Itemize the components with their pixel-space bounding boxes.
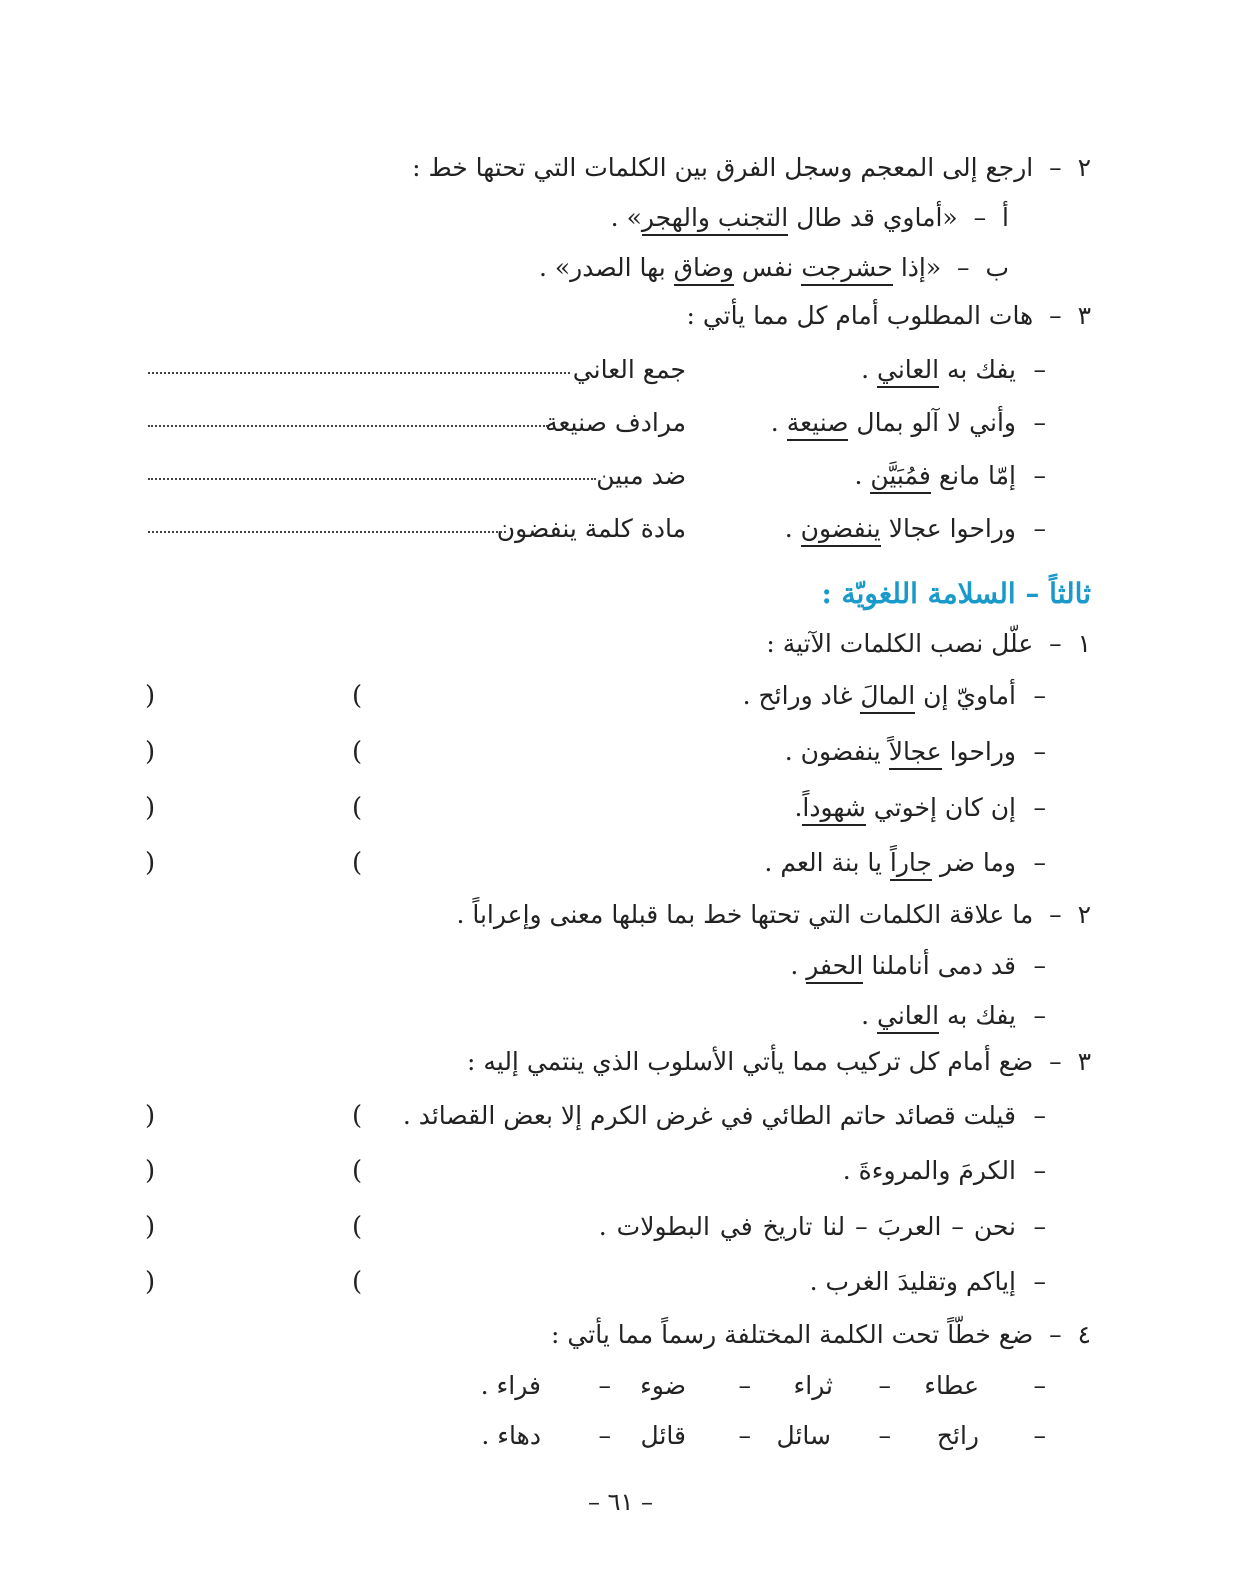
q3-task-1: جمع العاني — [572, 355, 686, 384]
list-dash: – — [1033, 681, 1046, 710]
close-paren: ( — [145, 1101, 156, 1131]
list-dash: – — [1033, 951, 1046, 980]
open-paren: ) — [352, 1101, 363, 1131]
close-paren: ( — [145, 848, 156, 878]
list-dash: – — [1033, 1421, 1046, 1450]
underlined-word: جاراً — [890, 848, 932, 881]
underlined-word: فمُبَيَّن — [870, 461, 931, 494]
s3-q1-number: ١ – علّل نصب الكلمات الآتية : — [766, 629, 1091, 658]
q2-item-b: ب – «إذا حشرجت نفس وضاق بها الصدر» . — [539, 250, 1009, 286]
section-heading: ثالثاً – السلامة اللغويّة : — [821, 577, 1091, 610]
list-dash: – — [1033, 737, 1046, 766]
close-paren: ( — [145, 1212, 156, 1242]
underlined-word: العاني — [877, 1001, 939, 1034]
open-paren: ) — [352, 1212, 363, 1242]
underlined-word: شهوداً — [802, 793, 865, 826]
word-separator: – — [738, 1421, 751, 1450]
open-paren: ) — [352, 1156, 363, 1186]
answer-line[interactable] — [148, 372, 570, 374]
s3-q2-prompt: ما علاقة الكلمات التي تحتها خط بما قبلها معنى وإعراباً . — [456, 900, 1034, 929]
page-number: – ٦١ – — [587, 1488, 654, 1516]
underlined-word: الحفر — [806, 951, 863, 984]
underlined-word: عجالاً — [889, 737, 942, 770]
q3-number: ٣ – هات المطلوب أمام كل مما يأتي : — [686, 301, 1091, 330]
word-option[interactable]: فراء . — [480, 1371, 541, 1400]
underlined-word: المالَ — [860, 681, 915, 714]
s3-q3-item-3: نحن – العربَ – لنا تاريخ في البطولات . — [598, 1212, 1016, 1241]
close-paren: ( — [145, 681, 156, 711]
q3-prompt: هات المطلوب أمام كل مما يأتي : — [686, 301, 1034, 330]
list-dash: – — [1033, 1371, 1046, 1400]
list-dash: – — [1033, 1267, 1046, 1296]
close-paren: ( — [145, 1156, 156, 1186]
list-dash: – — [1033, 1212, 1046, 1241]
s3-q3-prompt: ضع أمام كل تركيب مما يأتي الأسلوب الذي ينتمي إليه : — [467, 1047, 1034, 1076]
word-option[interactable]: سائل — [776, 1421, 831, 1450]
s3-q3-number: ٣ – ضع أمام كل تركيب مما يأتي الأسلوب الذي ينتمي إليه : — [467, 1047, 1091, 1076]
close-paren: ( — [145, 737, 156, 767]
q3-task-4: مادة كلمة ينفضون — [496, 514, 686, 543]
q3-item-2: وأني لا آلو بمال صنيعة . — [771, 405, 1016, 441]
s3-q2-item-2: يفك به العاني . — [861, 998, 1016, 1034]
list-dash: – — [1033, 461, 1046, 490]
s3-q3-item-4: إياكم وتقليدَ الغرب . — [809, 1267, 1016, 1296]
list-dash: – — [1033, 848, 1046, 877]
list-dash: – — [1033, 1001, 1046, 1030]
underlined-word: التجنب والهجر — [642, 203, 788, 236]
s3-q1-prompt: علّل نصب الكلمات الآتية : — [766, 629, 1034, 658]
open-paren: ) — [352, 848, 363, 878]
s3-q1-item-2: وراحوا عجالاً ينفضون . — [785, 734, 1016, 770]
word-option[interactable]: ضوء — [640, 1371, 686, 1400]
q3-task-2: مرادف صنيعة — [545, 408, 686, 437]
word-separator: – — [878, 1371, 891, 1400]
q3-item-1: يفك به العاني . — [861, 352, 1016, 388]
open-paren: ) — [352, 737, 363, 767]
list-dash: – — [1033, 1101, 1046, 1130]
underlined-word: حشرجت — [801, 253, 893, 286]
list-dash: – — [1033, 355, 1046, 384]
q2-item-a: أ – «أماوي قد طال التجنب والهجر» . — [611, 200, 1009, 236]
s3-q3-item-2: الكرمَ والمروءةَ . — [842, 1156, 1016, 1185]
q2-number: ٢ – ارجع إلى المعجم وسجل الفرق بين الكلمات التي تحتها خط : — [412, 153, 1091, 182]
answer-line[interactable] — [148, 425, 548, 427]
close-paren: ( — [145, 793, 156, 823]
q2-prompt: ارجع إلى المعجم وسجل الفرق بين الكلمات التي تحتها خط : — [412, 153, 1034, 182]
s3-q3-item-1: قيلت قصائد حاتم الطائي في غرض الكرم إلا بعض القصائد . — [402, 1101, 1016, 1130]
s3-q2-number: ٢ – ما علاقة الكلمات التي تحتها خط بما قبلها معنى وإعراباً . — [456, 900, 1091, 929]
underlined-word: العاني — [877, 355, 939, 388]
word-separator: – — [738, 1371, 751, 1400]
list-dash: – — [1033, 514, 1046, 543]
word-option[interactable]: عطاء — [924, 1371, 979, 1400]
answer-line[interactable] — [148, 531, 506, 533]
open-paren: ) — [352, 1267, 363, 1297]
list-dash: – — [1033, 793, 1046, 822]
s3-q2-item-1: قد دمى أناملنا الحفر . — [790, 948, 1016, 984]
underlined-word: صنيعة — [787, 408, 849, 441]
s3-q1-item-1: أماويّ إن المالَ غاد ورائح . — [743, 678, 1016, 714]
s3-q1-item-4: وما ضر جاراً يا بنة العم . — [764, 845, 1016, 881]
underlined-word: ينفضون — [801, 514, 881, 547]
q3-item-3: إمّا مانع فمُبَيَّن . — [854, 458, 1016, 494]
list-dash: – — [1033, 1156, 1046, 1185]
word-option[interactable]: قائل — [640, 1421, 686, 1450]
s3-q4-prompt: ضع خطّاً تحت الكلمة المختلفة رسماً مما يأتي : — [551, 1320, 1034, 1349]
word-option[interactable]: دهاء . — [481, 1421, 541, 1450]
answer-line[interactable] — [148, 478, 596, 480]
word-option[interactable]: رائح — [936, 1421, 979, 1450]
word-separator: – — [598, 1371, 611, 1400]
s3-q1-item-3: إن كان إخوتي شهوداً. — [794, 790, 1016, 826]
word-option[interactable]: ثراء — [793, 1371, 833, 1400]
open-paren: ) — [352, 793, 363, 823]
underlined-word: وضاق — [674, 253, 734, 286]
close-paren: ( — [145, 1267, 156, 1297]
q3-task-3: ضد مبين — [596, 461, 686, 490]
s3-q4-number: ٤ – ضع خطّاً تحت الكلمة المختلفة رسماً مما يأتي : — [551, 1320, 1091, 1349]
word-separator: – — [878, 1421, 891, 1450]
list-dash: – — [1033, 408, 1046, 437]
q3-item-4: وراحوا عجالا ينفضون . — [785, 511, 1016, 547]
open-paren: ) — [352, 681, 363, 711]
word-separator: – — [598, 1421, 611, 1450]
